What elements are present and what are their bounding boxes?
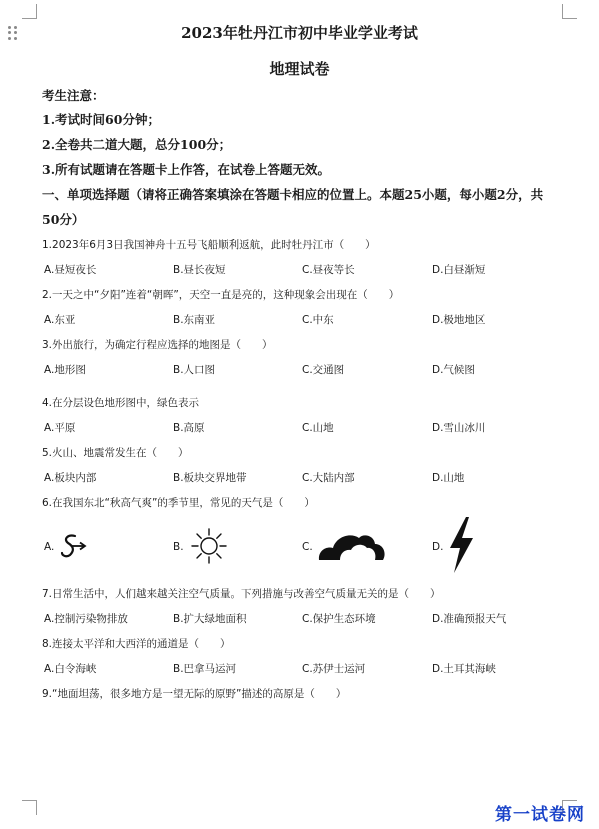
crop-mark-top-left	[22, 4, 37, 19]
option-b[interactable]: B.	[173, 541, 184, 553]
option-b[interactable]: B.板块交界地带	[173, 472, 247, 484]
option-c[interactable]: C.保护生态环境	[302, 613, 376, 625]
question-stem: 3.外出旅行，为确定行程应选择的地图是（ ）	[42, 339, 273, 351]
option-d[interactable]: D.极地地区	[432, 314, 486, 326]
option-a[interactable]: A.地形图	[44, 364, 86, 376]
option-d[interactable]: D.雪山冰川	[432, 422, 486, 434]
option-c[interactable]: C.	[302, 541, 313, 553]
option-c[interactable]: C.大陆内部	[302, 472, 355, 484]
option-b[interactable]: B.巴拿马运河	[173, 663, 237, 675]
watermark: 第一试卷网	[495, 805, 585, 825]
crop-mark-bottom-left	[22, 800, 37, 815]
exam-title: 2023年牡丹江市初中毕业学业考试	[181, 24, 418, 42]
option-c[interactable]: C.中东	[302, 314, 334, 326]
question-stem: 8.连接太平洋和大西洋的通道是（ ）	[42, 638, 231, 650]
option-b[interactable]: B.昼长夜短	[173, 264, 226, 276]
option-a[interactable]: A.平原	[44, 422, 76, 434]
section-heading-cont: 50分）	[42, 212, 85, 227]
option-d[interactable]: D.白昼渐短	[432, 264, 486, 276]
option-a[interactable]: A.控制污染物排放	[44, 613, 128, 625]
option-b[interactable]: B.东南亚	[173, 314, 216, 326]
option-b[interactable]: B.人口图	[173, 364, 216, 376]
option-c[interactable]: C.苏伊士运河	[302, 663, 366, 675]
option-d[interactable]: D.气候图	[432, 364, 475, 376]
option-a[interactable]: A.板块内部	[44, 472, 97, 484]
exam-subtitle: 地理试卷	[269, 60, 330, 78]
option-d[interactable]: D.	[432, 541, 444, 553]
question-stem: 9.“地面坦荡，很多地方是一望无际的原野”描述的高原是（ ）	[42, 688, 347, 700]
question-stem: 6.在我国东北“秋高气爽”的季节里，常见的天气是（ ）	[42, 497, 315, 509]
question-stem: 4.在分层设色地形图中，绿色表示	[42, 397, 200, 409]
option-b[interactable]: B.扩大绿地面积	[173, 613, 247, 625]
option-c[interactable]: C.山地	[302, 422, 334, 434]
cloudy-icon[interactable]	[316, 527, 388, 563]
question-stem: 7.日常生活中，人们越来越关注空气质量。下列措施与改善空气质量无关的是（ ）	[42, 588, 441, 600]
option-c[interactable]: C.昼夜等长	[302, 264, 355, 276]
option-a[interactable]: A.	[44, 541, 55, 553]
notice-item: 2.全卷共二道大题，总分100分；	[42, 137, 232, 152]
question-stem: 5.火山、地震常发生在（ ）	[42, 447, 189, 459]
crop-mark-top-right	[562, 4, 577, 19]
question-stem: 2.一天之中“夕阳”连着“朝晖”，天空一直是亮的，这种现象会出现在（ ）	[42, 289, 400, 301]
notice-heading: 考生注意：	[42, 88, 105, 103]
option-d[interactable]: D.准确预报天气	[432, 613, 507, 625]
option-a[interactable]: A.白令海峡	[44, 663, 97, 675]
option-a[interactable]: A.昼短夜长	[44, 264, 97, 276]
sunny-icon[interactable]	[190, 527, 228, 565]
question-stem: 1.2023年6月3日我国神舟十五号飞船顺利返航，此时牡丹江市（ ）	[42, 239, 376, 251]
sandstorm-icon[interactable]	[58, 531, 88, 561]
thunder-icon[interactable]	[446, 516, 476, 574]
notice-item: 1.考试时间60分钟；	[42, 112, 160, 127]
option-a[interactable]: A.东亚	[44, 314, 76, 326]
option-d[interactable]: D.土耳其海峡	[432, 663, 496, 675]
option-b[interactable]: B.高原	[173, 422, 205, 434]
option-d[interactable]: D.山地	[432, 472, 465, 484]
section-heading: 一、单项选择题（请将正确答案填涂在答题卡相应的位置上。本题25小题，每小题2分，共	[42, 187, 544, 202]
option-c[interactable]: C.交通图	[302, 364, 345, 376]
notice-item: 3.所有试题请在答题卡上作答，在试卷上答题无效。	[42, 162, 331, 177]
